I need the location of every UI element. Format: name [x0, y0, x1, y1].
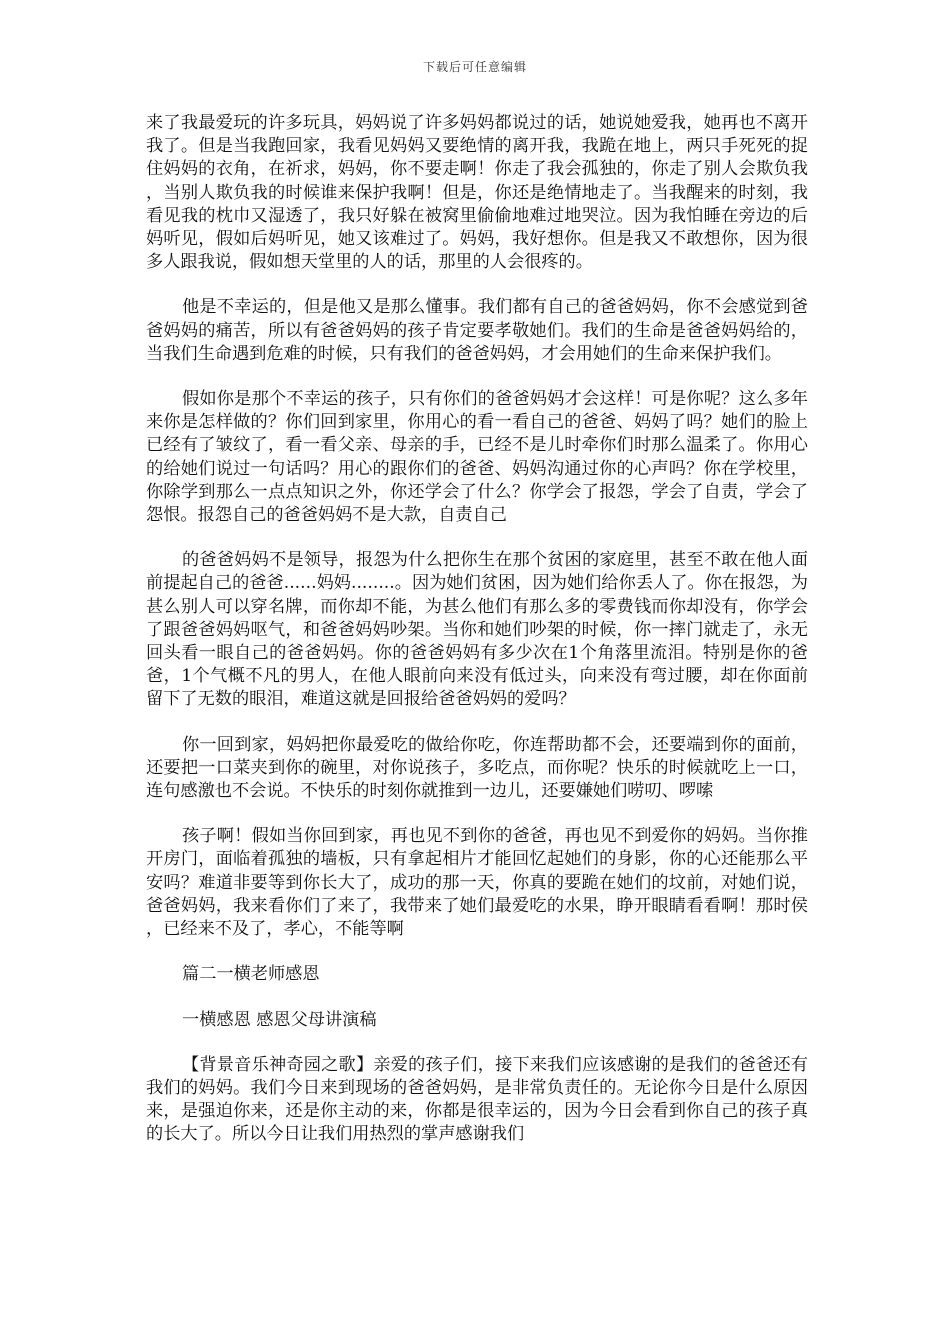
- section-heading: 篇二一横老师感恩: [182, 964, 320, 985]
- paragraph: 孩子啊！假如当你回到家，再也见不到你的爸爸，再也见不到爱你的妈妈。当你推开房门，面临着孤独的墙板，只有拿起相片才能回忆起她们的身影，你的心还能那么平安吗？难道非要等到你长大了，成功的那一天，你真的要跪在她们的坟前，对她们说，爸爸妈妈，我来看你们了来了，我带来了她们最爱吃的水果，睁开眼睛看看啊！那时侯，已经来不及了，孝心，不能等啊: [146, 826, 808, 940]
- section-subheading: 一横感恩 感恩父母讲演稿: [182, 1009, 377, 1030]
- paragraph: 【背景音乐神奇园之歌】亲爱的孩子们，接下来我们应该感谢的是我们的爸爸还有我们的妈妈。我们今日来到现场的爸爸妈妈，是非常负责任的。无论你今日是什么原因来，是强迫你来，还是你主动的来，你都是很幸运的，因为今日会看到你自己的孩子真的长大了。所以今日让我们用热烈的掌声感谢我们: [146, 1054, 808, 1145]
- paragraph: 他是不幸运的，但是他又是那么懂事。我们都有自己的爸爸妈妈，你不会感觉到爸爸妈妈的痛苦，所以有爸爸妈妈的孩子肯定要孝敬她们。我们的生命是爸爸妈妈给的，当我们生命遇到危难的时候，只有我们的爸爸妈妈，才会用她们的生命来保护我们。: [146, 297, 808, 364]
- paragraph: 来了我最爱玩的许多玩具，妈妈说了许多妈妈都说过的话，她说她爱我，她再也不离开我了。但是当我跑回家，我看见妈妈又要绝情的离开我，我跪在地上，两只手死死的捉住妈妈的衣角，在祈求，妈妈，你不要走啊！你走了我会孤独的，你走了别人会欺负我，当别人欺负我的时候谁来保护我啊！但是，你还是绝情地走了。当我醒来的时刻，我看见我的枕巾又湿透了，我只好躲在被窝里偷偷地难过地哭泣。因为我怕睡在旁边的后妈听见，假如后妈听见，她又该难过了。妈妈，我好想你。但是我又不敢想你，因为很多人跟我说，假如想天堂里的人的话，那里的人会很疼的。: [146, 113, 808, 273]
- paragraph: 你一回到家，妈妈把你最爱吃的做给你吃，你连帮助都不会，还要端到你的面前，还要把一口菜夹到你的碗里，对你说孩子，多吃点，而你呢？快乐的时候就吃上一口，连句感激也不会说。不快乐的时刻你就推到一边儿，还要嫌她们唠叨、啰嗦: [146, 734, 808, 802]
- paragraph: 假如你是那个不幸运的孩子，只有你们的爸爸妈妈才会这样！可是你呢？这么多年来你是怎样做的？你们回到家里，你用心的看一看自己的爸爸、妈妈了吗？她们的脸上已经有了皱纹了，看一看父亲、母亲的手，已经不是儿时牵你们时那么温柔了。你用心的给她们说过一句话吗？用心的跟你们的爸爸、妈妈沟通过你的心声吗？你在学校里，你除学到那么一点点知识之外，你还学会了什么？你学会了报怨，学会了自责，学会了怨恨。报怨自己的爸爸妈妈不是大款，自责自己: [146, 389, 808, 526]
- page-header: 下载后可任意编辑: [422, 60, 527, 74]
- paragraph: 的爸爸妈妈不是领导，报怨为什么把你生在那个贫困的家庭里，甚至不敢在他人面前提起自己的爸爸......妈妈........。因为她们贫困，因为她们给你丢人了。你在报怨，为甚么别人可以穿名牌，而你却不能，为甚么他们有那么多的零费钱而你却没有，你学会了跟爸爸妈妈呕气，和爸爸妈妈吵架。当你和她们吵架的时候，你一摔门就走了，永无回头看一眼自己的爸爸妈妈。你的爸爸妈妈有多少次在1个角落里流泪。特别是你的爸爸，1个气概不凡的男人，在他人眼前向来没有低过头，向来没有弯过腰，却在你面前留下了无数的眼泪，难道这就是回报给爸爸妈妈的爱吗？: [146, 550, 808, 710]
- document-body: [146, 112, 808, 1169]
